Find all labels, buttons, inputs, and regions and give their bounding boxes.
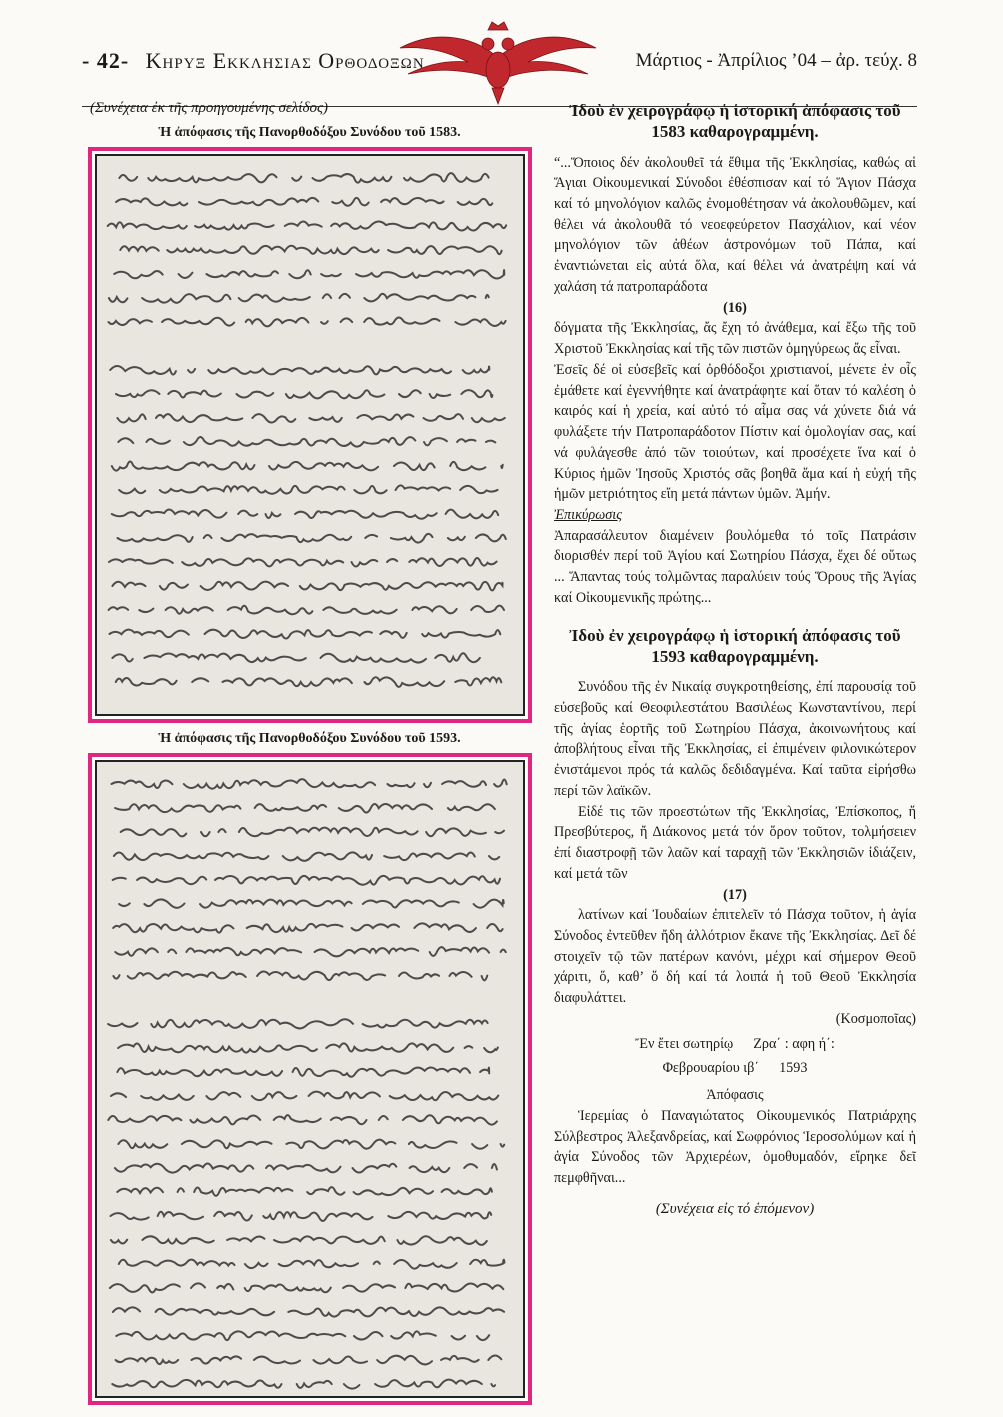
handwriting-line: [110, 630, 501, 639]
handwriting-line: [111, 1212, 492, 1221]
handwriting-1583: [97, 156, 517, 714]
handwriting-line: [110, 366, 498, 375]
header-left: [82, 48, 425, 74]
handwriting-line: [119, 1260, 505, 1269]
handwriting-line: [109, 317, 506, 326]
decision-label: Ἀπόφασις: [706, 1087, 764, 1104]
handwriting-line: [118, 534, 506, 543]
handwriting-line: [118, 437, 508, 447]
date-label-2: Φεβρουαρίου ιβ΄: [662, 1060, 760, 1077]
handwriting-line: [115, 947, 505, 956]
title-1593: Ἰδοὺ ἐν χειρογράφῳ ἡ ἱστορική ἀπόφασις τοῦ 1593 καθαρογραμμένη.: [569, 625, 901, 666]
date-value-1: Ζρα΄ : αφη ή΄:: [753, 1035, 835, 1052]
manuscript-1583-image: [95, 154, 525, 716]
magazine-title: Κηρυξ Εκκλησιας Ορθοδοξων: [145, 48, 425, 73]
text-1593-d: Ἱερεμίας ὁ Παναγιώτατος Οἰκουμενικός Πατριάρχης Σύλβεστρος Ἀλεξανδρείας, καί Σωφρόνιος Ἱεροσολύμων καί ἡ ἁγία Σύνοδος τῶν Ἀρχιερέων, ὁμοθυμαδόν, εἴρηκε δεῖ πεμφθῆναι...: [554, 1107, 916, 1187]
handwriting-line: [121, 828, 504, 837]
title-1583: Ἰδοὺ ἐν χειρογράφῳ ἡ ἱστορική ἀπόφασις τοῦ 1583 καθαρογραμμένη.: [569, 101, 901, 142]
double-headed-eagle-icon: [398, 18, 598, 108]
handwriting-line: [112, 510, 498, 519]
continued-next: (Συνέχεια εἰς τό ἑπόμενον): [655, 1200, 815, 1217]
handwriting-line: [113, 972, 487, 981]
handwriting-1593: [97, 762, 517, 1396]
handwriting-line: [117, 414, 504, 422]
text-1583-b: δόγματα τῆς Ἐκκλησίας, ἄς ἔχη τό ἀνάθεμα, καί ἔξω τῆς τοῦ Χριστοῦ Ἐκκλησίας καί τῆς τῶν πιστῶν ὁμηγύρεως ἄς εἶναι.: [554, 320, 916, 358]
handwriting-line: [108, 1019, 488, 1028]
page-marker-16: (16): [723, 299, 747, 316]
handwriting-line: [112, 779, 507, 789]
handwriting-line: [114, 852, 499, 861]
text-1583-c: Ἐσεῖς δέ οἱ εὐσεβεῖς καί ὀρθόδοξοι χριστιανοί, μένετε ἐν οἷς ἐμάθετε καί ἐγεννήθητε καί ἀνατράφητε καί ὅταν τό καλέση ὁ καιρός καί ἡ χρεία, καί αὐτό τό αἷμα σας νά χύνετε διά νά φυλάξετε τήν Πατροπαράδοτον Πίστιν καί ὁμολογίαν σας, καί νά φυλάγεσθε ἀπό τῶν τοιούτων, καί προσέχετε ἵνα καί ὁ Κύριος ἡμῶν Ἰησοῦς Χριστός σᾶς βοηθᾶ ἅμα καί ἡ εὐχή τῆς ἡμῶν μετριότητος εἴη μετά πάντων ὑμῶν. Ἀμήν.: [554, 361, 916, 503]
handwriting-line: [109, 294, 489, 303]
handwriting-line: [116, 1331, 489, 1340]
date-value-2: 1593: [779, 1060, 808, 1077]
text-1593-c: λατίνων καί Ἰουδαίων ἐπιτελεῖν τό Πάσχα τοῦτον, ἡ ἁγία Σύνοδος ἐντεῦθεν ἤδη ἀλλότριον ἔκανε τῆς Ἐκκλησίας. Δεῖ δέ στοιχεῖν τῷ τῶν πατέρων κανόνι, μέχρι καί σήμερον Θεοῦ χάριτι, ὅ, καθ’ ὅ δή καί τά λοιπά ἡ τοῦ Θεοῦ Ἐκκλησία διαφυλάττει.: [554, 907, 916, 1007]
dateline-2: [554, 1058, 916, 1079]
handwriting-line: [116, 677, 516, 687]
handwriting-line: [112, 1380, 495, 1389]
right-column: [554, 100, 916, 1221]
continued-from: (Συνέχεια ἐκ τῆς προηγουμένης σελίδος): [90, 100, 329, 116]
handwriting-line: [114, 270, 504, 278]
text-1583-a: “...Ὅποιος δέν ἀκολουθεῖ τά ἔθιμα τῆς Ἐκκλησίας, καθώς αἱ Ἅγιαι Οἰκουμενικαί Σύνοδοι ἐθέσπισαν καί τό Ἅγιον Πάσχα καί τό μηνολόγιον καλῶς ἐνομοθέτησαν νά ἀκολουθῶμεν, καί θέλει νά ἀκολουθᾶ τό νεοεφεύρετον Πασχάλιον, καί νέον μηνολόγιον τῶν ἀθέων ἀστρονόμων τοῦ Πάπα, καί ἐναντιώνεται εἰς αὐτά ὅλα, καί θέλει νά ἀνατρέψη καί νά χαλάση τά πατροπαράδοτα: [554, 154, 916, 295]
text-1583-d: Ἀπαρασάλευτον διαμένειν βουλόμεθα τό τοῖς Πατράσιν διορισθέν περί τοῦ Ἁγίου καί Σωτηρίου Πάσχα, ἔχει δέ οὕτως ... Ἅπαντας τούς τολμῶντας παραλύειν τούς Ὅρους τῆς Ἁγίας καί Οἰκουμενικῆς πρώτης...: [554, 527, 916, 606]
handwriting-line: [113, 923, 502, 932]
left-column: [82, 100, 537, 1405]
dateline-1: [554, 1034, 916, 1055]
handwriting-line: [112, 462, 517, 471]
handwriting-line: [110, 1283, 514, 1292]
caption-1583: Ἡ ἀπόφασις τῆς Πανορθοδόξου Συνόδου τοῦ 1583.: [158, 125, 461, 140]
handwriting-line: [115, 804, 505, 813]
issue-info: Μάρτιος - Ἀπρίλιος ’04 – ἀρ. τεύχ. 8: [635, 50, 917, 71]
handwriting-line: [113, 876, 500, 885]
handwriting-line: [108, 1115, 497, 1124]
caption-1593: Ἡ ἀπόφασις τῆς Πανορθοδόξου Συνόδου τοῦ 1593.: [158, 731, 461, 746]
handwriting-line: [118, 1140, 504, 1149]
handwriting-line: [111, 1236, 500, 1245]
source-note: (Κοσμοποῖας): [835, 1010, 916, 1027]
confirmation-label: Ἐπικύρωσις: [554, 506, 622, 523]
manuscript-1583: [88, 147, 532, 723]
handwriting-line: [119, 899, 504, 907]
handwriting-line: [119, 173, 488, 183]
handwriting-line: [117, 1067, 489, 1076]
page-header: [0, 30, 1003, 90]
handwriting-line: [120, 246, 501, 254]
handwriting-line: [116, 1355, 502, 1364]
handwriting-line: [109, 558, 510, 567]
handwriting-line: [112, 582, 517, 591]
handwriting-line: [119, 485, 497, 493]
date-label-1: Ἔν ἔτει σωτηρίῳ: [635, 1035, 734, 1052]
handwriting-line: [112, 653, 491, 662]
handwriting-line: [118, 1043, 498, 1052]
text-1593-b: Εἰδέ τις τῶν προεστώτων τῆς Ἐκκλησίας, Ἐπίσκοπος, ἤ Πρεσβύτερος, ἤ Διάκονος μετά τόν ὅρον τοῦτον, τολμήσειεν ἐπί διαστροφῇ τῶν λαῶν καί ταραχῇ τῶν Ἐκκλησιῶν ἰδιάζειν, καί μετά τῶν: [554, 803, 916, 882]
handwriting-line: [111, 1092, 511, 1101]
handwriting-line: [113, 1307, 504, 1316]
handwriting-line: [117, 1187, 492, 1196]
handwriting-line: [116, 198, 492, 206]
handwriting-line: [109, 606, 504, 615]
text-1593-a: Συνόδου τῆς ἐν Νικαίᾳ συγκροτηθείσης, ἐπί παρουσίᾳ τοῦ εὐσεβοῦς καί Θεοφιλεστάτου Βασιλέως Κωνσταντίνου, περί τῆς ἁγίας ἑορτῆς τοῦ Σωτηρίου Πάσχα, ἀκοινωνήτους καί ἀποβλήτους εἶναι τῆς Ἐκκλησίας, εἰ ἐπιμένειν φιλονικώτερον ἐνιστάμενοι πρός τά καλῶς δεδιδαγμένα. Καί ταῦτα εἰρήσθω περί τῶν λαϊκῶν.: [554, 679, 916, 799]
manuscript-1593: [88, 753, 532, 1405]
handwriting-line: [115, 1164, 497, 1173]
handwriting-line: [108, 221, 517, 230]
page-number: - 42-: [82, 48, 130, 73]
manuscript-1593-image: [95, 760, 525, 1398]
page-marker-17: (17): [723, 886, 747, 903]
handwriting-line: [116, 390, 502, 398]
